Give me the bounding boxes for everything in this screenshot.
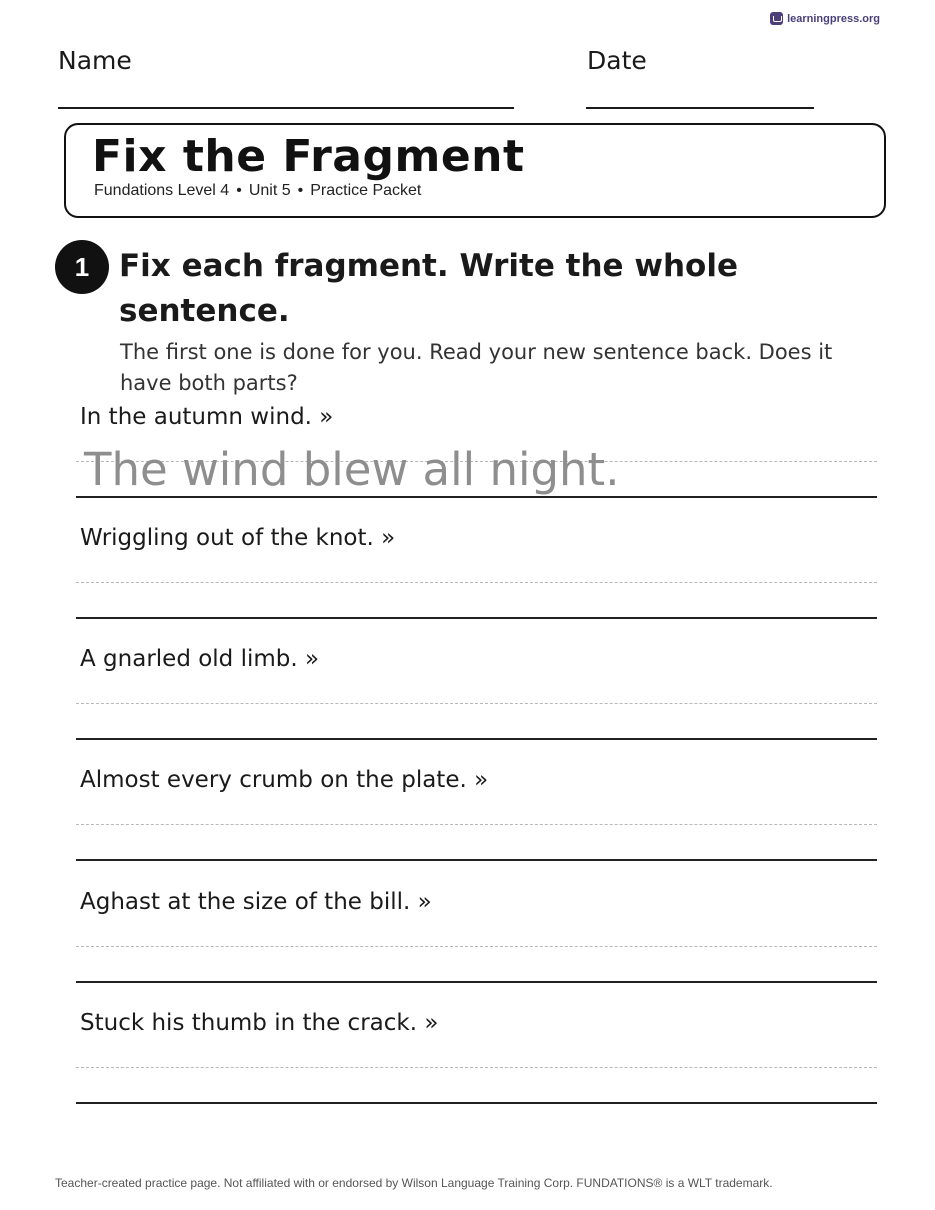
fragment-prompt: In the autumn wind. » xyxy=(80,404,334,430)
dashed-midline xyxy=(76,703,877,704)
subtitle-level: Fundations Level 4 xyxy=(94,182,230,199)
answer-line[interactable] xyxy=(76,496,877,498)
subtitle-unit: Unit 5 xyxy=(248,182,291,199)
book-icon xyxy=(770,12,783,25)
exercise-item xyxy=(76,404,877,525)
fragment-prompt: Stuck his thumb in the crack. » xyxy=(80,1010,439,1036)
title-box xyxy=(64,123,886,218)
exercise-item xyxy=(76,767,877,888)
dashed-midline xyxy=(76,1067,877,1068)
answer-line[interactable] xyxy=(76,1102,877,1104)
page-subtitle xyxy=(94,182,421,200)
section-number-badge: 1 xyxy=(55,240,109,294)
footer-disclaimer: Teacher-created practice page. Not affiliated with or endorsed by Wilson Language Training Corp. FUNDATIONS® is a WLT trademark. xyxy=(55,1176,773,1190)
subtitle-separator: • xyxy=(236,182,242,199)
answer-line[interactable] xyxy=(76,738,877,740)
dashed-midline xyxy=(76,582,877,583)
dashed-midline xyxy=(76,946,877,947)
name-field[interactable] xyxy=(58,107,514,109)
exercise-item xyxy=(76,525,877,646)
page-title: Fix the Fragment xyxy=(92,131,525,182)
answer-line[interactable] xyxy=(76,617,877,619)
brand-text: learningpress.org xyxy=(787,12,880,25)
section-instruction: Fix each fragment. Write the whole sentence. xyxy=(119,248,739,329)
subtitle-packet: Practice Packet xyxy=(310,182,422,199)
fragment-prompt: Almost every crumb on the plate. » xyxy=(80,767,489,793)
dashed-midline xyxy=(76,824,877,825)
section-note: The first one is done for you. Read your new sentence back. Does it have both parts? xyxy=(120,340,833,395)
subtitle-separator: • xyxy=(297,182,304,199)
name-label: Name xyxy=(58,46,132,75)
fragment-prompt: A gnarled old limb. » xyxy=(80,646,320,672)
exercise-item xyxy=(76,1010,877,1131)
fragment-prompt: Aghast at the size of the bill. » xyxy=(80,889,432,915)
exercise-item xyxy=(76,646,877,767)
exercise-item xyxy=(76,889,877,1010)
answer-line[interactable] xyxy=(76,859,877,861)
date-label: Date xyxy=(587,46,647,75)
date-field[interactable] xyxy=(586,107,814,109)
fragment-prompt: Wriggling out of the knot. » xyxy=(80,525,396,551)
answer-line[interactable] xyxy=(76,981,877,983)
brand-logo xyxy=(770,12,880,25)
example-answer: The wind blew all night. xyxy=(84,443,620,496)
